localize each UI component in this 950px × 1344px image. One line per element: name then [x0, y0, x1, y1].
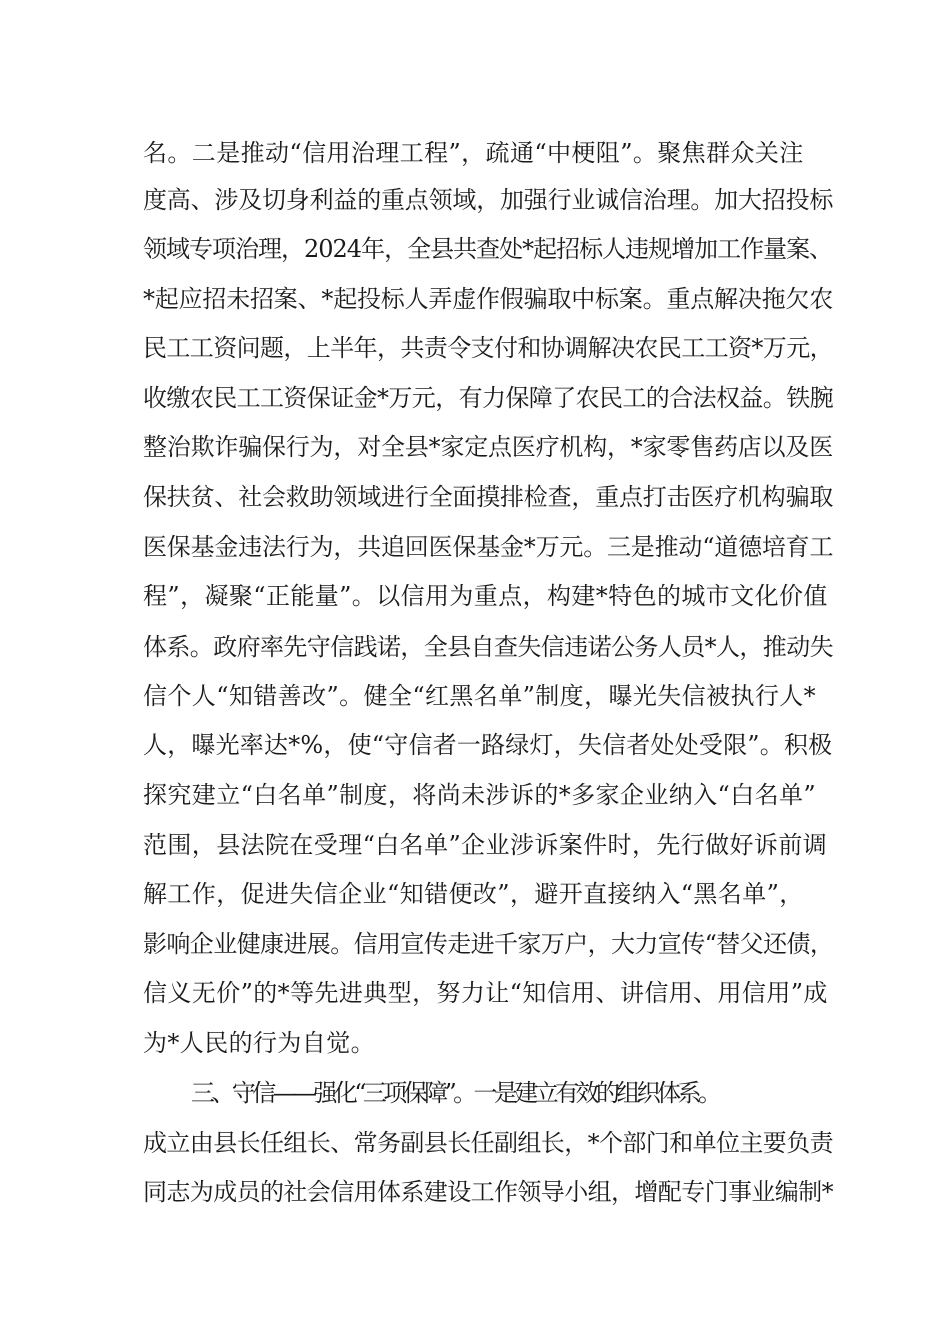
paragraph-line: 度高、涉及切身利益的重点领域，加强行业诚信治理。加大招投标	[143, 186, 834, 214]
paragraph-line: 同志为成员的社会信用体系建设工作领导小组，增配专门事业编制*	[143, 1178, 833, 1206]
paragraph-line: 探究建立“白名单”制度，将尚未涉诉的*多家企业纳入“白名单”	[143, 781, 817, 809]
paragraph-line: 为*人民的行为自觉。	[143, 1029, 375, 1057]
paragraph-line: 整治欺诈骗保行为，对全县*家定点医疗机构，*家零售药店以及医	[143, 433, 833, 461]
paragraph-line: 领域专项治理，2024年，全县共查处*起招标人违规增加工作量案、	[143, 235, 833, 263]
paragraph-line: 民工工资问题，上半年，共责令支付和协调解决农民工工资*万元，	[143, 334, 833, 362]
paragraph-line: 信义无价”的*等先进典型，努力让“知信用、讲信用、用信用”成	[143, 979, 828, 1007]
paragraph-line: 成立由县长任组长、常务副县长任副组长，*个部门和单位主要负责	[143, 1129, 833, 1157]
paragraph-line: 影响企业健康进展。信用宣传走进千家万户，大力宣传“替父还债，	[143, 930, 834, 958]
paragraph-line: 程”，凝聚“正能量”。以信用为重点，构建*特色的城市文化价值	[143, 582, 828, 610]
paragraph-line: 信个人“知错善改”。健全“红黑名单”制度，曝光失信被执行人*	[143, 682, 817, 710]
paragraph-line: 范围，县法院在受理“白名单”企业涉诉案件时，先行做好诉前调	[143, 831, 828, 859]
paragraph-line: 人，曝光率达*%，使“守信者一路绿灯，失信者处处受限”。积极	[143, 731, 833, 759]
paragraph-line: 名。二是推动“信用治理工程”，疏通“中梗阻”。聚焦群众关注	[143, 139, 804, 167]
paragraph-line: *起应招未招案、*起投标人弄虚作假骗取中标案。重点解决拖欠农	[143, 285, 833, 313]
paragraph-line: 收缴农民工工资保证金*万元，有力保障了农民工的合法权益。铁腕	[143, 384, 833, 412]
paragraph-line: 体系。政府率先守信践诺，全县自查失信违诺公务人员*人，推动失	[143, 633, 833, 661]
paragraph-line: 医保基金违法行为，共追回医保基金*万元。三是推动“道德培育工	[143, 533, 834, 561]
paragraph-line: 解工作，促进失信企业“知错便改”，避开直接纳入“黑名单”，	[143, 880, 804, 908]
paragraph-line: 保扶贫、社会救助领域进行全面摸排检查，重点打击医疗机构骗取	[143, 483, 834, 511]
section-heading-line: 三、守信——强化“三项保障”。一是建立有效的组织体系。	[191, 1079, 719, 1107]
